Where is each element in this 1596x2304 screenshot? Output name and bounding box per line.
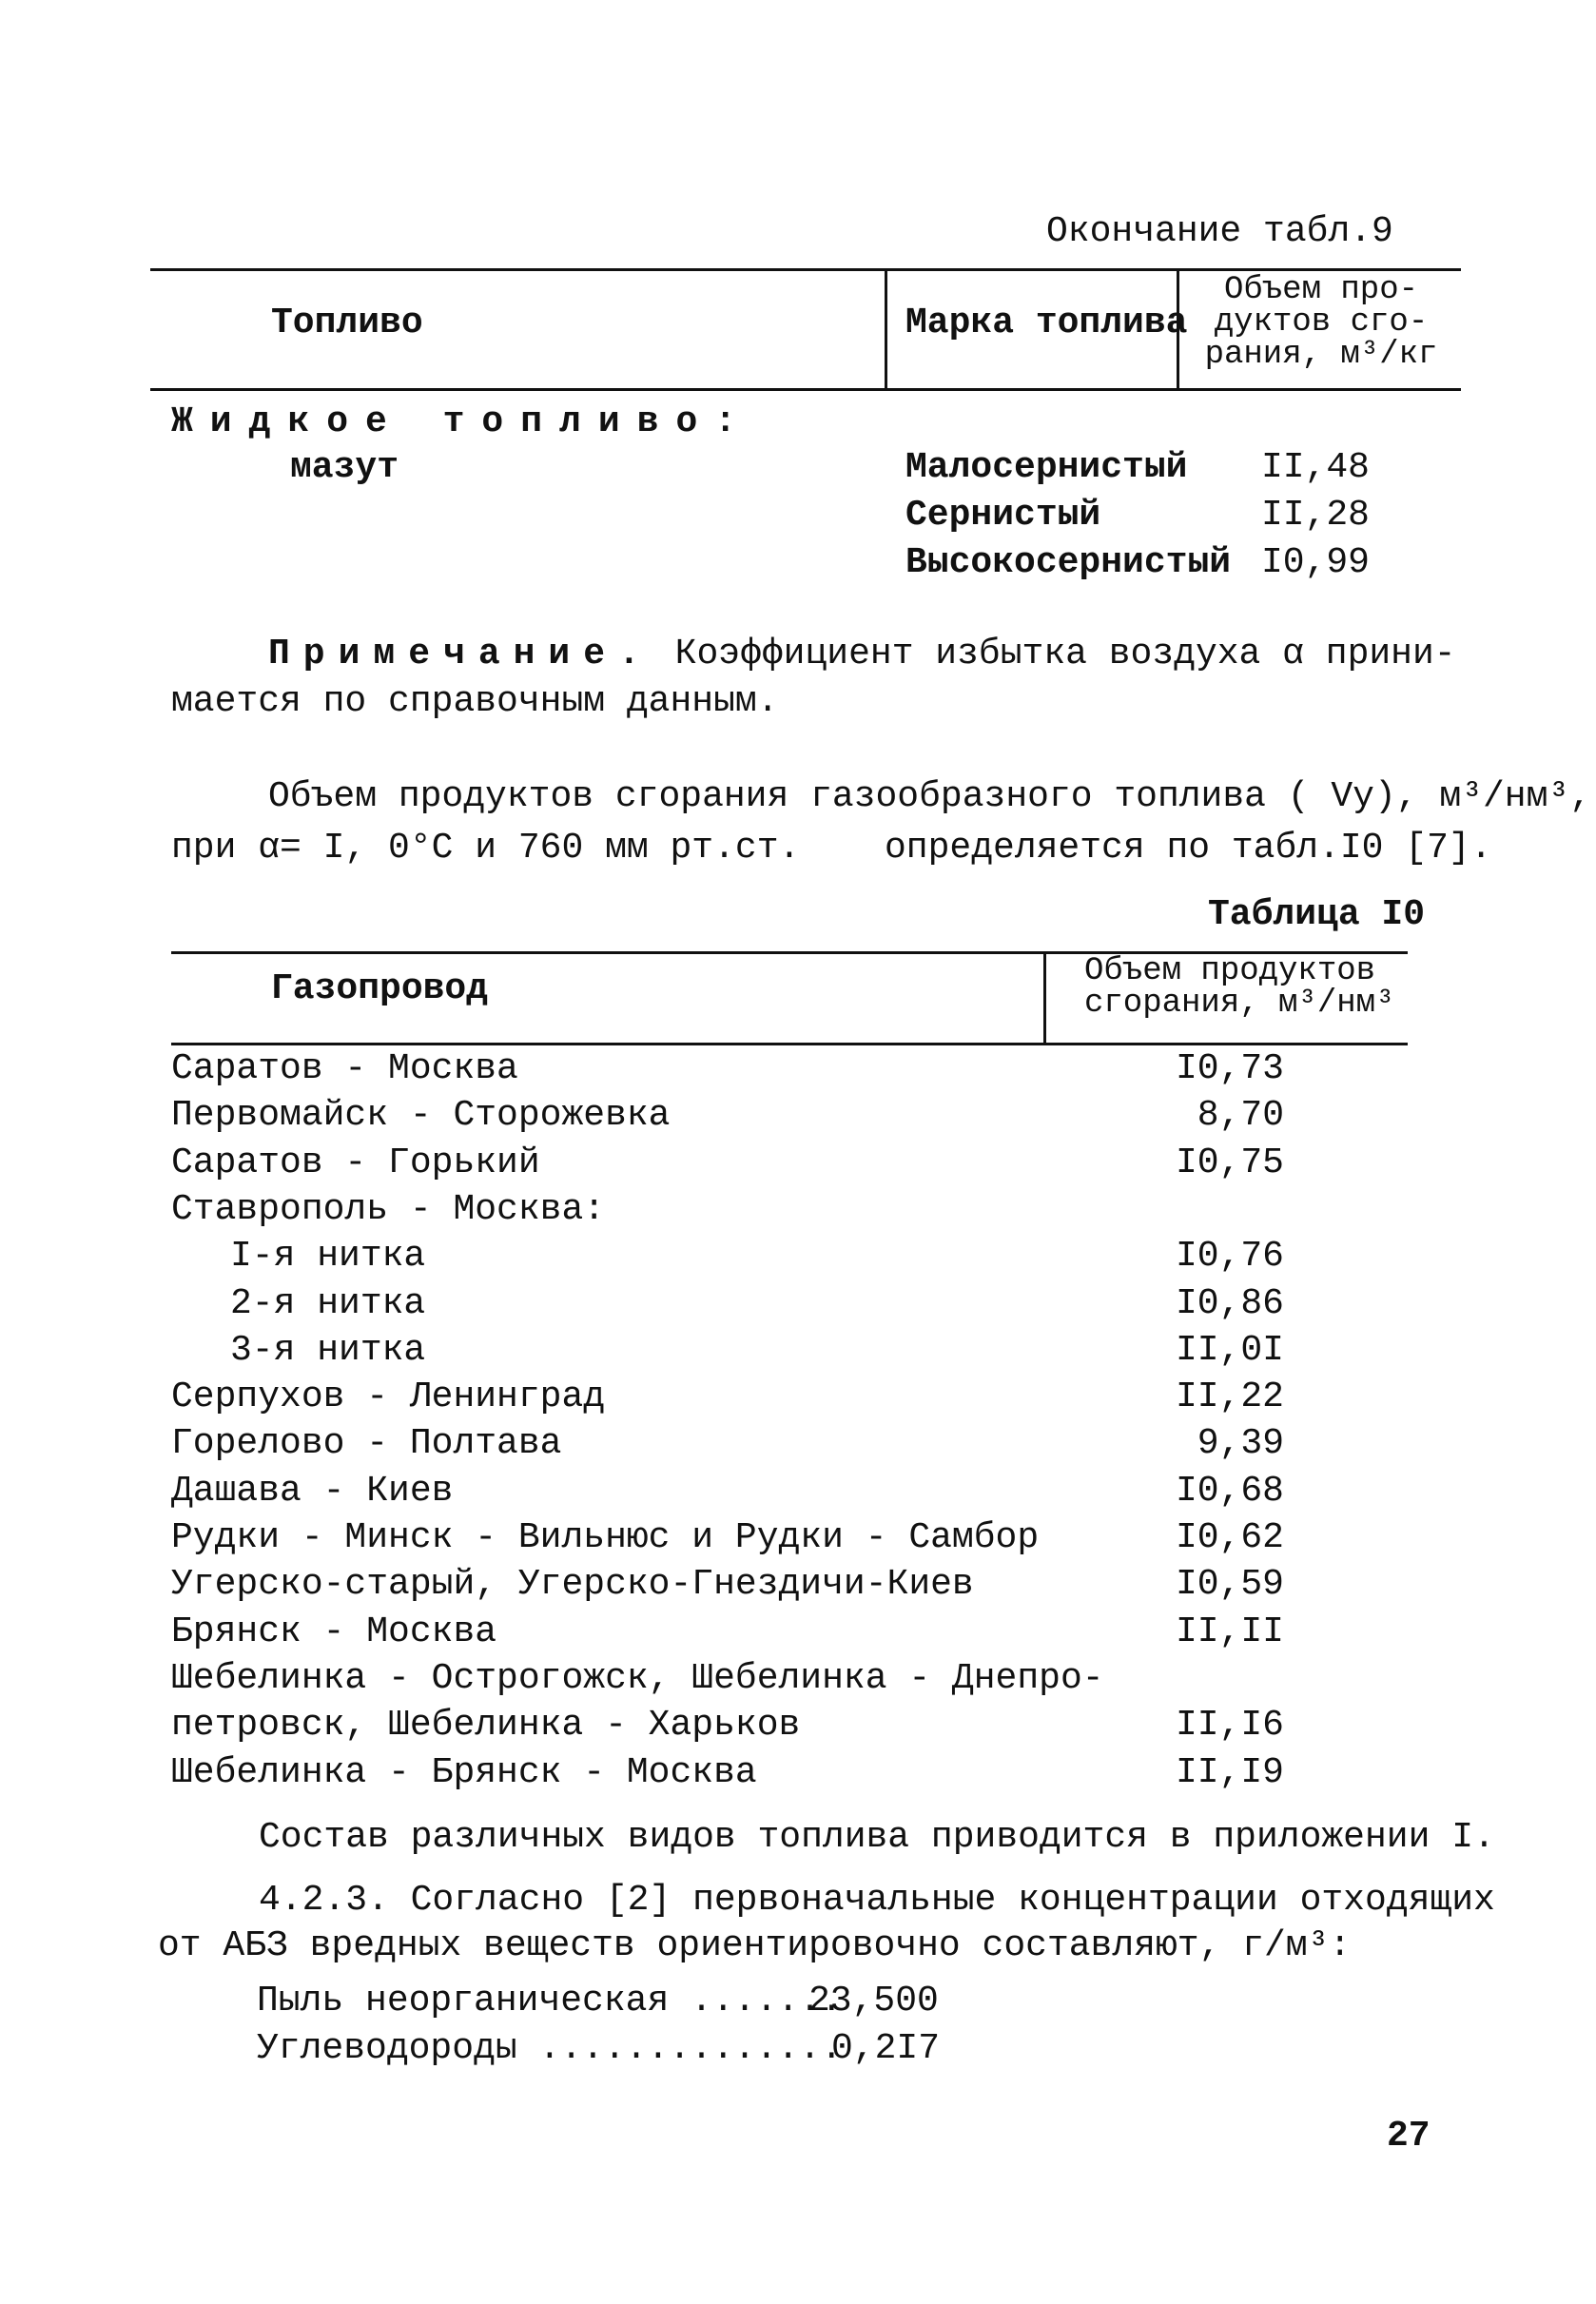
table9-header-grade: Марка топлива (905, 303, 1188, 343)
table10-row-name: Брянск - Москва (171, 1611, 497, 1652)
page-number: 27 (1387, 2116, 1431, 2157)
table10-row-name: Дашава - Киев (171, 1471, 454, 1512)
para1-line-2a: при α= I, 0°C и 760 мм рт.ст. (171, 828, 801, 869)
table10-caption: Таблица I0 (1208, 894, 1426, 935)
table9-grade-3: Высокосернистый (905, 542, 1232, 583)
table10-row-value: I0,75 (1175, 1142, 1284, 1183)
table9-volume-3: I0,99 (1260, 542, 1370, 583)
item-dust-label: Пыль неорганическая ....... (257, 1981, 843, 2021)
note-line-1 (268, 634, 1456, 674)
table10-row-value: II,22 (1175, 1377, 1284, 1417)
table10-row-name: Первомайск - Сторожевка (171, 1095, 671, 1136)
note-text-1: Коэффициент избытка воздуха α прини- (674, 634, 1456, 674)
table10-row-value: I0,76 (1175, 1236, 1284, 1277)
table9-fuel-name: мазут (290, 447, 399, 488)
table10-header-volume: Объем продуктов сгорания, м³/нм³ (1084, 953, 1395, 1022)
table10-row-value: I0,86 (1175, 1283, 1284, 1324)
table10-row-name: Шебелинка - Брянск - Москва (171, 1752, 757, 1793)
table10-row-value: II,0I (1175, 1330, 1284, 1371)
item-dust-value: 23,500 (808, 1981, 939, 2021)
table10-row-value: I0,73 (1175, 1048, 1284, 1089)
table9-top-rule (150, 268, 1461, 271)
table9-volume-1: II,48 (1260, 447, 1370, 488)
note-line-2: мается по справочным данным. (171, 681, 779, 722)
table10-row-value: II,II (1175, 1611, 1284, 1652)
table10-row-value: I0,62 (1175, 1517, 1284, 1558)
item-hydrocarbons-label: Углеводороды .............. (257, 2028, 843, 2069)
table9-header-rule (150, 388, 1461, 391)
table9-col-divider-1 (885, 268, 887, 388)
table10-row-value: 8,70 (1197, 1095, 1284, 1136)
table10-row-name: 2-я нитка (230, 1283, 426, 1324)
para3-line-2: от АБЗ вредных веществ ориентировочно составляют, г/м³: (158, 1925, 1352, 1966)
table10-row-name: Саратов - Москва (171, 1048, 518, 1089)
table10-row-value: 9,39 (1197, 1423, 1284, 1464)
table9-grade-1: Малосернистый (905, 447, 1188, 488)
table10-row-name: 3-я нитка (230, 1330, 426, 1371)
table10-row-name: Саратов - Горький (171, 1142, 540, 1183)
table10-row-name: Ставрополь - Москва: (171, 1189, 606, 1230)
para2: Состав различных видов топлива приводится в приложении I. (259, 1817, 1495, 1858)
table10-row-name: Рудки - Минск - Вильнюс и Рудки - Самбор (171, 1517, 1040, 1558)
table9-caption: Окончание табл.9 (1046, 211, 1393, 252)
table10-row-value: II,I6 (1175, 1705, 1284, 1746)
table10-row-name: Горелово - Полтава (171, 1423, 562, 1464)
table10-header-pipeline: Газопровод (271, 968, 489, 1009)
para1-line-1: Объем продуктов сгорания газообразного топлива ( Vy), м³/нм³, (268, 776, 1592, 817)
table10-row-value: I0,68 (1175, 1471, 1284, 1512)
table10-row-name: I-я нитка (230, 1236, 426, 1277)
table10-row-name: Угерско-старый, Угерско-Гнездичи-Киев (171, 1564, 974, 1605)
table10-header-rule (171, 1043, 1408, 1045)
table10-row-value: II,I9 (1175, 1752, 1284, 1793)
para3-line-1: 4.2.3. Согласно [2] первоначальные концентрации отходящих (259, 1880, 1495, 1921)
table10-col-divider (1043, 951, 1046, 1043)
item-hydrocarbons-value: 0,2I7 (831, 2028, 941, 2069)
table9-header-fuel: Топливо (271, 303, 423, 343)
table10-row-name: Шебелинка - Острогожск, Шебелинка - Днепро- (171, 1658, 1104, 1699)
table9-section-title: Жидкое топливо: (171, 401, 754, 442)
table9-header-volume: Объем про- дуктов сго- рания, м³/кг (1204, 272, 1438, 373)
table9-volume-2: II,28 (1260, 495, 1370, 536)
table10-row-value: I0,59 (1175, 1564, 1284, 1605)
table10-row-name: Серпухов - Ленинград (171, 1377, 606, 1417)
table9-grade-2: Сернистый (905, 495, 1101, 536)
table10-row-name: петровск, Шебелинка - Харьков (171, 1705, 801, 1746)
para1-line-2b: определяется по табл.I0 [7]. (885, 828, 1492, 869)
note-label: Примечание. (268, 634, 653, 674)
